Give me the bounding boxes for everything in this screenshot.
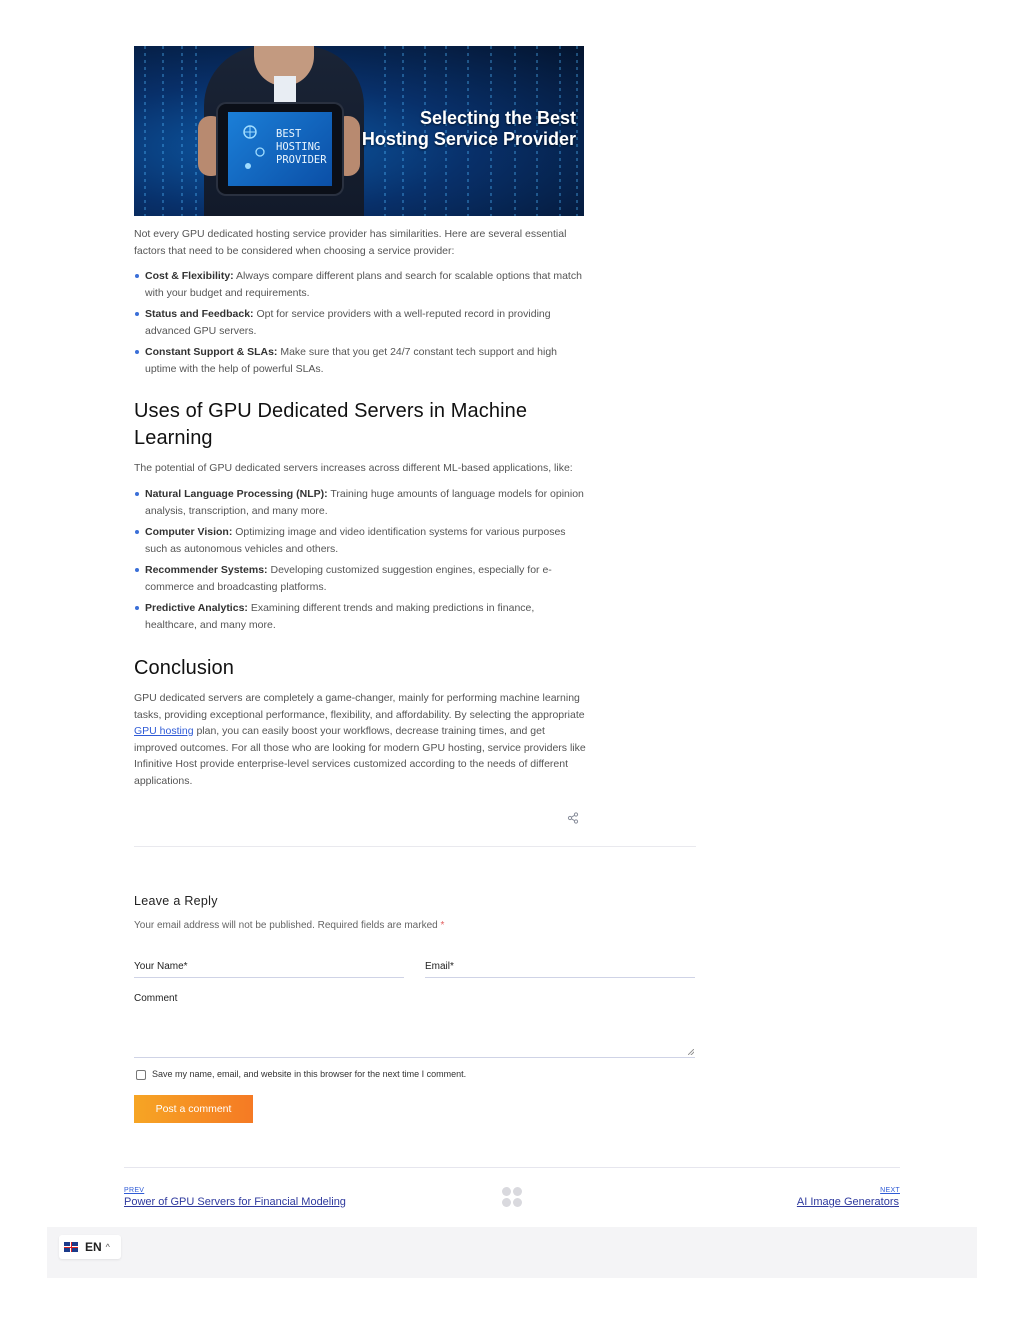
tablet-text-line: HOSTING (276, 141, 321, 153)
list-item (145, 562, 560, 595)
chevron-up-icon: ^ (105, 1242, 110, 1252)
section-heading-uses: Uses of GPU Dedicated Servers in Machine Learning (134, 400, 528, 449)
list-item (145, 306, 565, 339)
bullet-dot (135, 312, 139, 316)
list-item-text: Make sure that you get 24/7 constant tech support and high uptime with the help of powerful SLAs. (145, 346, 558, 375)
hero-headline: Selecting the Best Hosting Service Provider (361, 108, 576, 149)
network-icon (238, 124, 268, 174)
intro-paragraph: Not every GPU dedicated hosting service provider has similarities. Here are several essential factors that need to be considered when choosing a service provider: (134, 228, 567, 257)
comment-textarea[interactable] (134, 1012, 695, 1058)
list-item-text: Examining different trends and making predictions in finance, healthcare, and many more. (145, 602, 535, 631)
uses-intro: The potential of GPU dedicated servers increases across different ML-based applications, like: (134, 462, 573, 474)
bullet-dot (135, 274, 139, 278)
section-heading-conclusion: Conclusion (134, 657, 234, 679)
divider (134, 846, 696, 847)
list-item-term: Predictive Analytics: (145, 602, 248, 614)
bullet-dot (135, 606, 139, 610)
list-item-term: Recommender Systems: (145, 564, 268, 576)
prev-post-link[interactable]: Power of GPU Servers for Financial Modeling (124, 1196, 346, 1208)
footer-bar (47, 1227, 977, 1278)
list-item (145, 344, 565, 377)
reply-note: Your email address will not be published. Required fields are marked * (134, 920, 445, 931)
list-item (145, 524, 575, 557)
list-item-term: Constant Support & SLAs: (145, 346, 278, 358)
all-posts-grid-icon[interactable] (502, 1187, 522, 1207)
list-item (145, 600, 545, 633)
name-field[interactable] (134, 977, 404, 978)
email-field-label: Email* (425, 961, 454, 972)
comment-field-label: Comment (134, 993, 178, 1004)
list-item-term: Status and Feedback: (145, 308, 254, 320)
tablet-text-line: BEST (276, 128, 302, 140)
bullet-dot (135, 530, 139, 534)
uk-flag-icon (64, 1242, 78, 1252)
list-item-term: Computer Vision: (145, 526, 233, 538)
gpu-hosting-link[interactable]: GPU hosting (134, 725, 194, 737)
name-field-label: Your Name* (134, 961, 188, 972)
required-mark: * (440, 920, 445, 931)
email-field[interactable] (425, 977, 695, 978)
next-post-label[interactable]: NEXT (880, 1187, 900, 1194)
article-hero-image (134, 46, 584, 216)
tablet-graphic (218, 104, 342, 194)
divider (124, 1167, 900, 1168)
conclusion-paragraph: GPU dedicated servers are completely a game-changer, mainly for performing machine learning tasks, providing exceptional performance, flexibility, and affordability. By selecting the appropriate GPU hosting plan, you can easily boost your workflows, decrease training times, and get improved outcomes. For all those who are looking for modern GPU hosting, service providers like Infinitive Host provide enterprise-level services customized according to the needs of different applications. (134, 692, 586, 787)
list-item-text: Developing customized suggestion engines, especially for e-commerce and broadcasting platforms. (145, 564, 552, 593)
save-info-label: Save my name, email, and website in this browser for the next time I comment. (152, 1069, 467, 1079)
prev-post-label[interactable]: PREV (124, 1187, 145, 1194)
language-code: EN (85, 1240, 102, 1254)
list-item (145, 268, 585, 301)
reply-title: Leave a Reply (134, 894, 218, 908)
bullet-dot (135, 568, 139, 572)
language-switcher[interactable] (59, 1235, 121, 1259)
save-info-checkbox[interactable] (136, 1070, 146, 1080)
next-post-link[interactable]: AI Image Generators (796, 1196, 899, 1208)
list-item-text: Optimizing image and video identification systems for various purposes such as autonomous vehicles and others. (145, 526, 566, 555)
list-item-term: Cost & Flexibility: (145, 270, 234, 282)
list-item-text: Always compare different plans and search for scalable options that match with your budget and requirements. (145, 270, 582, 299)
bullet-dot (135, 350, 139, 354)
list-item-text: Training huge amounts of language models for opinion analysis, transcription, and many more. (145, 488, 584, 517)
resize-handle-icon[interactable] (688, 1049, 694, 1055)
bullet-dot (135, 492, 139, 496)
share-icon[interactable] (567, 812, 579, 824)
list-item-text: Opt for service providers with a well-reputed record in providing advanced GPU servers. (145, 308, 551, 337)
post-comment-button[interactable]: Post a comment (134, 1095, 253, 1123)
list-item (145, 486, 585, 519)
tablet-text-line: PROVIDER (276, 154, 327, 166)
list-item-term: Natural Language Processing (NLP): (145, 488, 328, 500)
